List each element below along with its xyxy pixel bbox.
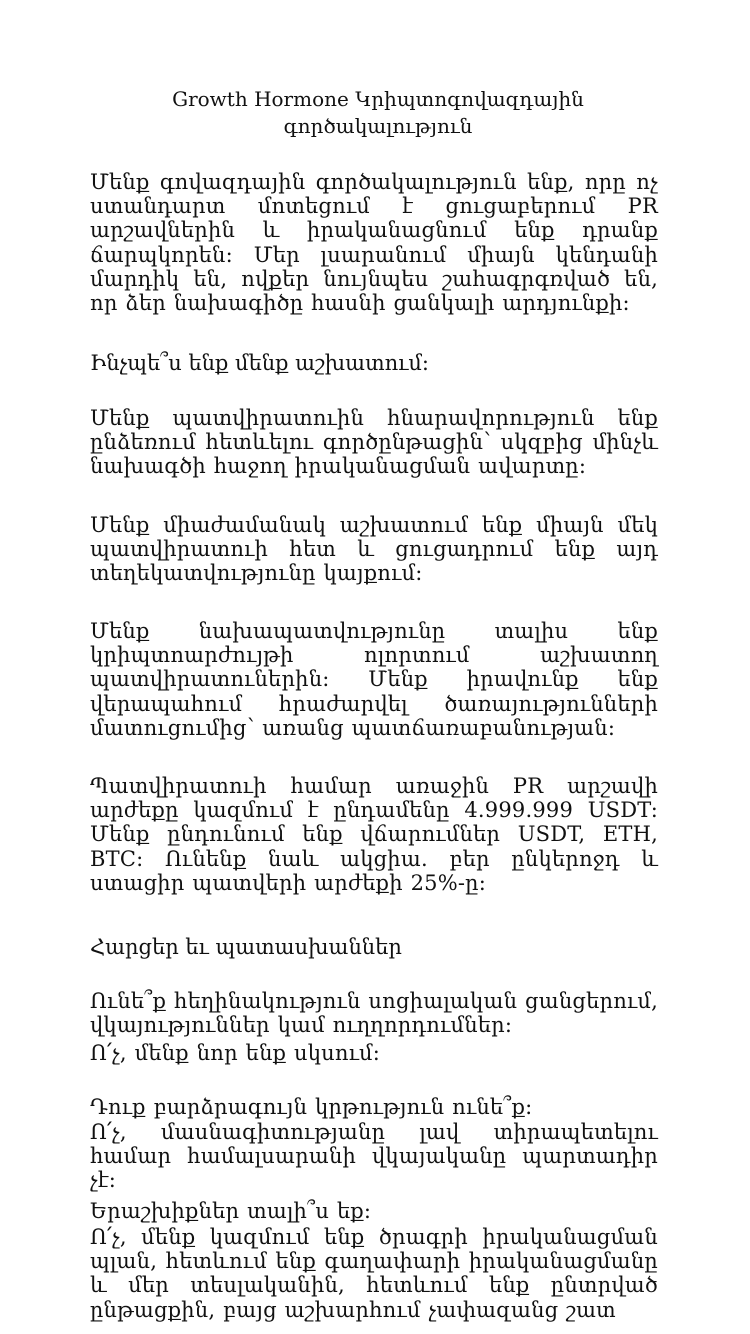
intro-paragraph: Մենք գովազդային գործակալություն ենք, որը ոչ ստանդարտ մոտեցում է ցուցաբերում PR արշավներին և իրականացնում ենք դրանք ճարպկորեն: Մեր լսարանում միայն կենդանի մարդիկ են, ովքեր նույնպես շահագրգռված են, որ ձեր նախագիծը հասնի ցանկալի արդյունքի: [90, 170, 658, 316]
how-paragraph-3: Մենք նախապատվությունը տալիս ենք կրիպտոարժույթի ոլորտում աշխատող պատվիրատուներին: Մենք իրավունք ենք վերապահում հրաժարվել ծառայությունների մատուցումից՝ առանց պատճառաբանության: [90, 619, 658, 740]
faq-question: Ունե՞ք հեղինակություն սոցիալական ցանցերում, վկայություններ կամ ուղղորդումներ: [90, 989, 658, 1038]
how-paragraph-4: Պատվիրատուի համար առաջին PR արշավի արժեքը կազմում է ընդամենը 4.999.999 USDT: Մենք ընդունում ենք վճարումներ USDT, ETH, BTC: Ունենք նաև ակցիա. բեր ընկերոջդ և ստացիր պատվերի արժեքի 25%-ը: [90, 774, 658, 895]
how-paragraph-2: Մենք միաժամանակ աշխատում ենք միայն մեկ պատվիրատուի հետ և ցուցադրում ենք այդ տեղեկատվությունը կայքում: [90, 513, 658, 586]
how-paragraph-1: Մենք պատվիրատուին հնարավորություն ենք ընձեռում հետևելու գործընթացին՝ սկզբից մինչև նախագծի հաջող իրականացման ավարտը: [90, 406, 658, 479]
faq-answer: Ո՛չ, մասնագիտությանը լավ տիրապետելու համար համալսարանի վկայականը պարտադիր չէ: [90, 1120, 658, 1193]
faq-answer: Ո՛չ, մենք նոր ենք սկսում: [90, 1041, 381, 1065]
faq-question: Դուք բարձրագույն կրթություն ունե՞ք: [90, 1095, 533, 1119]
faq-question: Երաշխիքներ տալի՞ս եք: [90, 1199, 372, 1223]
faq-heading: Հարցեր եւ պատասխաններ [90, 935, 402, 959]
document-title: Growth Hormone Կրիպտոգովազդային գործակալություն [172, 87, 584, 138]
how-we-work-heading: Ինչպե՞ս ենք մենք աշխատում: [90, 351, 429, 375]
faq-answer: Ո՛չ, մենք կազմում ենք ծրագրի իրականացման պլան, հետևում ենք գաղափարի իրականացմանը և մեր տեսլականին, հետևում ենք ընտրված ընթացքին, բայց աշխարհում չափազանց շատ [90, 1225, 658, 1322]
